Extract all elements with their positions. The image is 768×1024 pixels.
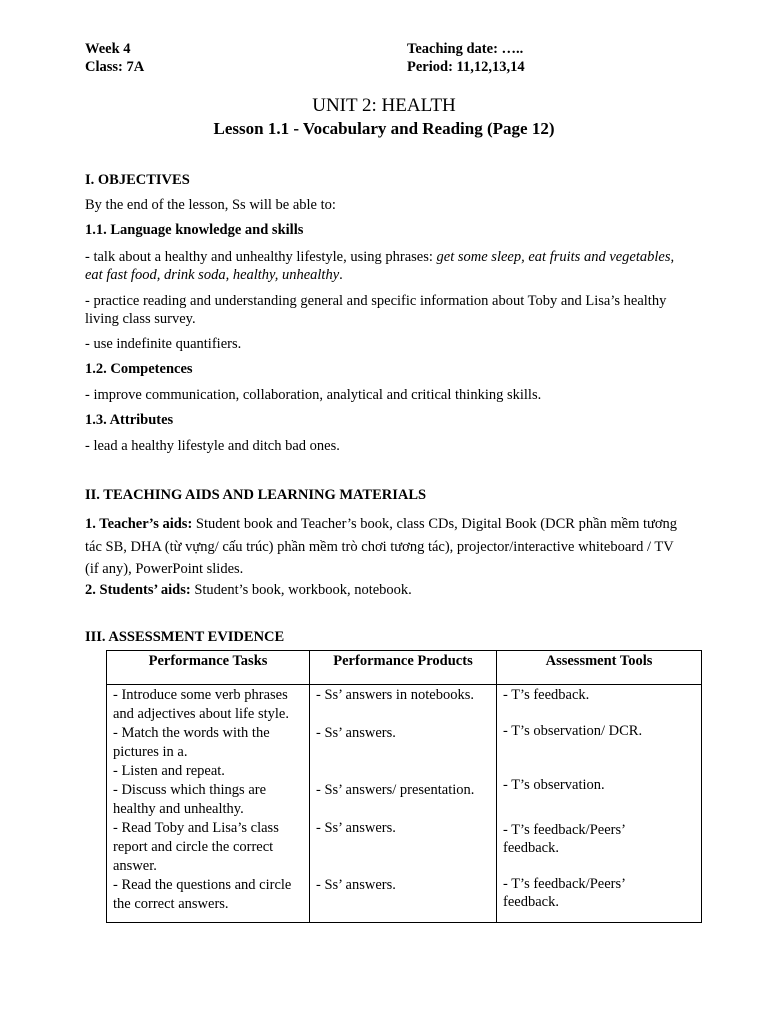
teacher-aids-label: 1. Teacher’s aids: (85, 516, 193, 532)
tool-line: - T’s observation. (503, 777, 605, 793)
tools-cell (497, 685, 702, 923)
column-header-tools: Assessment Tools (497, 651, 702, 685)
tool-line: feedback. (503, 840, 559, 856)
tool-line: - T’s feedback/Peers’ (503, 876, 626, 892)
students-aids-label: 2. Students’ aids: (85, 582, 191, 598)
students-aids-text: Student’s book, workbook, notebook. (190, 582, 412, 598)
week-label: Week 4 (85, 41, 131, 57)
teacher-aids-line2: tác SB, DHA (từ vựng/ cấu trúc) phần mềm trò chơi tương tác), projector/interactive whiteboard / TV (85, 538, 674, 555)
objective-bullet-talk (85, 248, 705, 284)
objective-bullet-quantifiers: - use indefinite quantifiers. (85, 336, 242, 352)
task-line: pictures in a. (113, 744, 188, 760)
product-line: - Ss’ answers. (316, 725, 396, 741)
objectives-intro: By the end of the lesson, Ss will be able to: (85, 197, 336, 213)
teaching-date-label: Teaching date: ….. (407, 41, 524, 57)
task-line: - Listen and repeat. (113, 763, 225, 779)
task-line: answer. (113, 858, 157, 874)
task-line: healthy and unhealthy. (113, 801, 244, 817)
assessment-header-row (107, 651, 702, 685)
tool-line: feedback. (503, 894, 559, 910)
unit-title: UNIT 2: HEALTH (312, 95, 456, 116)
objectives-heading: I. OBJECTIVES (85, 172, 190, 188)
task-line: - Read the questions and circle (113, 877, 292, 893)
teaching-aids-heading: II. TEACHING AIDS AND LEARNING MATERIALS (85, 487, 427, 503)
bullet-talk-prefix: - talk about a healthy and unhealthy lifestyle, using phrases: (85, 249, 437, 265)
class-label: Class: 7A (85, 59, 145, 75)
teacher-aids-paragraph (85, 513, 705, 581)
attributes-heading: 1.3. Attributes (85, 412, 174, 428)
attributes-text: - lead a healthy lifestyle and ditch bad ones. (85, 438, 340, 454)
bullet-talk-end: . (339, 267, 343, 283)
assessment-table (106, 650, 702, 923)
product-line: - Ss’ answers. (316, 820, 396, 836)
product-line: - Ss’ answers/ presentation. (316, 782, 475, 798)
tool-line: - T’s feedback/Peers’ (503, 822, 626, 838)
period-label: Period: 11,12,13,14 (407, 59, 525, 75)
tool-line: - T’s observation/ DCR. (503, 723, 643, 739)
objective-bullet-reading (85, 292, 705, 328)
task-line: report and circle the correct (113, 839, 274, 855)
column-header-products: Performance Products (310, 651, 497, 685)
students-aids-paragraph (85, 582, 412, 599)
task-line: and adjectives about life style. (113, 706, 289, 722)
lesson-title: Lesson 1.1 - Vocabulary and Reading (Page 12) (213, 119, 555, 138)
bullet-talk-phrases-2: eat fast food, drink soda, healthy, unhealthy (85, 267, 340, 283)
task-line: the correct answers. (113, 896, 229, 912)
products-cell (310, 685, 497, 923)
task-line: - Discuss which things are (113, 782, 267, 798)
bullet-reading-line1: - practice reading and understanding general and specific information about Toby and Lisa’s healthy (85, 293, 667, 309)
product-line: - Ss’ answers in notebooks. (316, 687, 475, 703)
tool-line: - T’s feedback. (503, 687, 590, 703)
tasks-cell (107, 685, 310, 923)
competences-text: - improve communication, collaboration, analytical and critical thinking skills. (85, 387, 542, 403)
language-knowledge-heading: 1.1. Language knowledge and skills (85, 222, 304, 238)
assessment-heading: III. ASSESSMENT EVIDENCE (85, 629, 285, 645)
bullet-reading-line2: living class survey. (85, 311, 196, 327)
product-line: - Ss’ answers. (316, 877, 396, 893)
competences-heading: 1.2. Competences (85, 361, 193, 377)
task-line: - Match the words with the (113, 725, 270, 741)
task-line: - Read Toby and Lisa’s class (113, 820, 279, 836)
assessment-body-row (107, 685, 702, 923)
column-header-tasks: Performance Tasks (107, 651, 310, 685)
teacher-aids-line1: Student book and Teacher’s book, class CDs, Digital Book (DCR phần mềm tương (192, 516, 678, 532)
task-line: - Introduce some verb phrases (113, 687, 288, 703)
bullet-talk-phrases-1: get some sleep, eat fruits and vegetables, (436, 249, 675, 265)
teacher-aids-line3: (if any), PowerPoint slides. (85, 561, 244, 577)
